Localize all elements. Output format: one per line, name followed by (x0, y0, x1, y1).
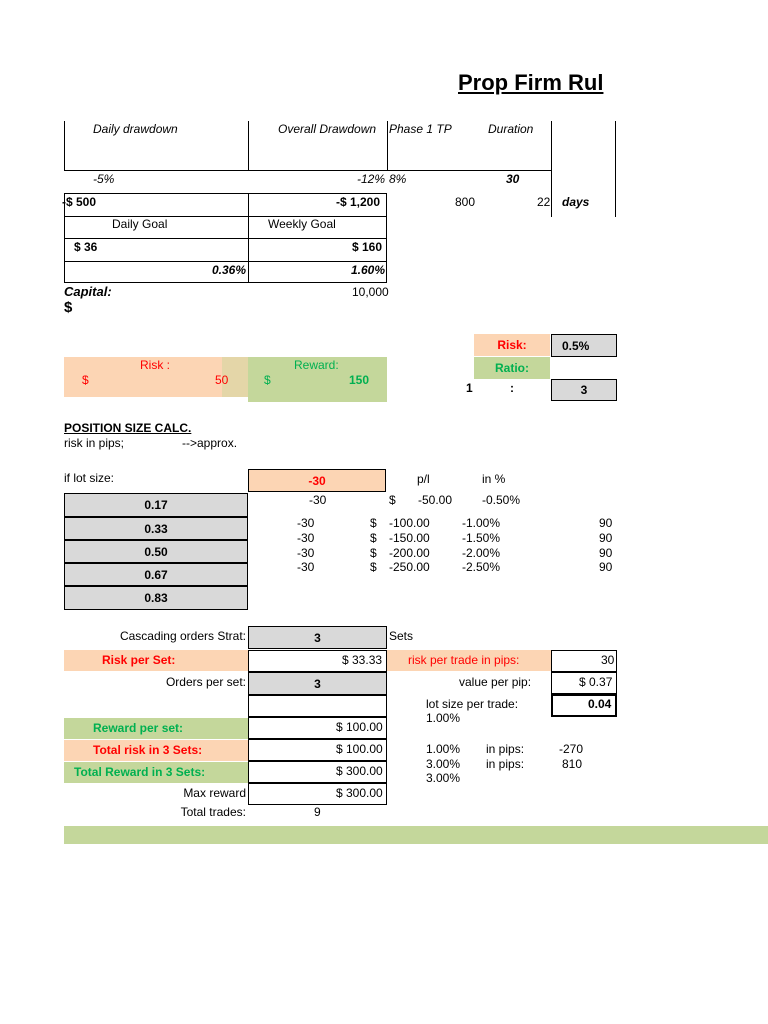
phase1-tp-label: Phase 1 TP (389, 122, 452, 136)
lot-size-value: 0.33 (144, 521, 168, 536)
reward-per-set-value: $ 100.00 (336, 720, 383, 734)
row-currency: $ (370, 531, 377, 545)
row-pl: -150.00 (389, 531, 430, 545)
page-title: Prop Firm Rul (458, 70, 604, 95)
reward-per-set-label: Reward per set: (93, 721, 184, 735)
ratio-sep: : (510, 381, 514, 395)
in-pips-value-2: 810 (562, 757, 583, 771)
value-per-pip-value: $ 0.37 (579, 675, 613, 689)
in-pips-label-1: in pips: (486, 742, 525, 756)
row-pl: -50.00 (418, 493, 453, 507)
risk-value: 0.5% (562, 338, 590, 353)
total-trades-value: 9 (314, 805, 321, 819)
phase1-amount: 800 (455, 195, 476, 209)
row-currency: $ (370, 546, 377, 560)
ratio-right-input[interactable] (551, 379, 617, 401)
row-pct: -2.00% (462, 546, 501, 560)
lot-size-value: 0.83 (144, 591, 168, 605)
lot-size-per-trade-label: lot size per trade: (426, 697, 519, 711)
days-label: days (562, 195, 590, 209)
weekly-goal-pct: 1.60% (351, 263, 386, 277)
capital-value: 10,000 (352, 285, 389, 299)
in-pct-header: in % (482, 472, 506, 486)
ratio-left: 1 (466, 381, 473, 395)
lot-size-box[interactable] (64, 540, 248, 563)
days-value: 22 (537, 195, 551, 209)
total-risk-value: $ 100.00 (336, 742, 383, 756)
row-pl: -250.00 (389, 560, 430, 574)
orders-per-set-label: Orders per set: (165, 675, 246, 689)
lot-size-value: 0.17 (144, 498, 168, 512)
row-currency: $ (389, 493, 396, 507)
row-pct: -1.00% (462, 516, 501, 530)
overall-drawdown-pct: -12% (357, 172, 386, 186)
lot-size-box[interactable] (64, 586, 248, 610)
pct-c: 3.00% (426, 757, 461, 771)
daily-goal-label: Daily Goal (112, 217, 168, 231)
risk-per-set-value: $ 33.33 (342, 653, 383, 667)
overall-drawdown-label: Overall Drawdown (278, 122, 377, 136)
row-extra: 90 (599, 546, 613, 560)
total-trades-label: Total trades: (180, 805, 246, 819)
lot-size-value: 0.50 (144, 544, 168, 559)
row-pct: -2.50% (462, 560, 501, 574)
approx-label: -->approx. (182, 436, 238, 450)
risk-label-cell (474, 334, 550, 356)
risk-label: Risk: (497, 338, 527, 352)
row-pips: -30 (297, 546, 315, 560)
in-pips-label-2: in pips: (486, 757, 525, 771)
pct-b: 1.00% (426, 742, 461, 756)
risk-amount: 50 (215, 373, 229, 387)
lot-size-box[interactable] (64, 493, 248, 517)
row-currency: $ (370, 516, 377, 530)
position-calc-heading: POSITION SIZE CALC. (64, 421, 192, 435)
row-extra: 90 (599, 531, 613, 545)
orders-per-set-input[interactable] (248, 672, 387, 695)
daily-drawdown-pct: -5% (93, 172, 115, 186)
duration-value: 30 (506, 172, 520, 186)
strat-value: 3 (314, 630, 321, 645)
strat-value-input[interactable] (248, 626, 387, 649)
daily-goal-amount: $ 36 (74, 240, 98, 254)
total-reward-value: $ 300.00 (336, 764, 383, 778)
lot-size-box[interactable] (64, 563, 248, 586)
risk-amount-label: Risk : (140, 358, 170, 372)
lot-size-value: 0.67 (144, 567, 168, 582)
row-extra: 90 (599, 516, 613, 530)
footer-green-bar (64, 826, 768, 844)
row-pips: -30 (309, 493, 327, 507)
pct-d: 3.00% (426, 771, 461, 785)
risk-per-set-label: Risk per Set: (102, 653, 176, 667)
max-reward-label: Max reward (183, 786, 246, 800)
row-pct: -1.50% (462, 531, 501, 545)
daily-goal-pct: 0.36% (212, 263, 247, 277)
blank-cell (248, 695, 387, 717)
duration-label: Duration (488, 122, 534, 136)
pips-input-value: -30 (308, 473, 326, 488)
total-reward-label: Total Reward in 3 Sets: (74, 765, 206, 779)
max-reward-value: $ 300.00 (336, 786, 383, 800)
reward-label: Reward: (294, 358, 339, 372)
risk-value-input[interactable] (551, 334, 617, 357)
weekly-goal-label: Weekly Goal (268, 217, 336, 231)
daily-drawdown-label: Daily drawdown (93, 122, 178, 136)
daily-amount: -$ 500 (62, 195, 97, 209)
overall-amount: -$ 1,200 (336, 195, 381, 209)
row-pips: -30 (297, 560, 315, 574)
total-risk-label: Total risk in 3 Sets: (93, 743, 203, 757)
row-currency: $ (370, 560, 377, 574)
row-extra: 90 (599, 560, 613, 574)
pct-a: 1.00% (426, 711, 461, 725)
weekly-goal-amount: $ 160 (352, 240, 383, 254)
ratio-right: 3 (580, 383, 588, 397)
value-per-pip-label: value per pip: (459, 675, 532, 689)
risk-in-pips-label: risk in pips; (64, 436, 125, 450)
reward-currency: $ (264, 373, 271, 387)
in-pips-value-1: -270 (559, 742, 584, 756)
pips-input[interactable] (248, 469, 386, 492)
strat-label: Cascading orders Strat: (119, 629, 246, 643)
lot-size-box[interactable] (64, 517, 248, 540)
ratio-label: Ratio: (495, 361, 529, 375)
if-lot-size-label: if lot size: (64, 471, 115, 485)
orders-per-set-value: 3 (314, 676, 321, 691)
row-pct: -0.50% (482, 493, 521, 507)
capital-label: Capital: (64, 284, 112, 299)
capital-currency: $ (64, 299, 73, 316)
reward-amount: 150 (349, 373, 370, 387)
risk-currency: $ (82, 373, 89, 387)
sets-label: Sets (389, 629, 414, 643)
pl-header: p/l (417, 472, 430, 486)
phase1-pct: 8% (389, 172, 407, 186)
risk-per-trade-label: risk per trade in pips: (408, 653, 520, 667)
lot-size-per-trade-value: 0.04 (588, 697, 612, 711)
ratio-label-cell (474, 357, 550, 379)
row-pips: -30 (297, 531, 315, 545)
row-pips: -30 (297, 516, 315, 530)
risk-per-trade-value: 30 (601, 653, 615, 667)
row-pl: -100.00 (389, 516, 430, 530)
row-pl: -200.00 (389, 546, 430, 560)
